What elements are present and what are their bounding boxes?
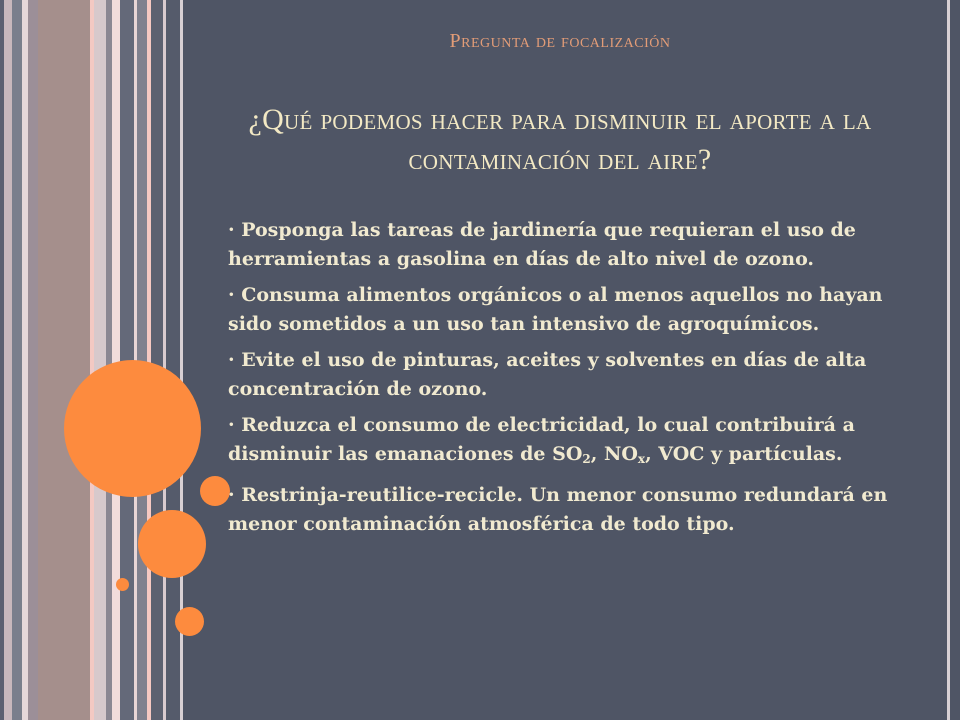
list-item: · Restrinja-reutilice-recicle. Un menor consumo redundará en menor contaminación atmosférica de todo tipo. [228,484,888,535]
decorative-stripes [0,0,190,720]
subscript-so2: 2 [582,451,591,466]
list-item: · Consuma alimentos orgánicos o al menos aquellos no hayan sido sometidos a un uso tan intensivo de agroquímicos. [228,284,883,335]
small-orange-circle [200,476,230,506]
list-item: · Posponga las tareas de jardinería que requieran el uso de herramientas a gasolina en días de alto nivel de ozono. [228,219,856,270]
slide-body [228,216,908,546]
small-orange-circle-bottom [175,607,204,636]
slide-subtitle: Pregunta de focalización [449,30,671,52]
slide-title: ¿Qué podemos hacer para disminuir el aporte a la contaminación del aire? [248,103,872,176]
right-border-line [947,0,950,720]
list-item: · Evite el uso de pinturas, aceites y solventes en días de alta concentración de ozono. [228,349,867,400]
tiny-orange-dot [116,578,129,591]
list-item-electricity: · Reduzca el consumo de electricidad, lo cual contribuirá a disminuir las emanaciones de $SO_2$, $NO_x$, VOC y partículas. [228,414,855,466]
subscript-nox: x [637,451,646,466]
large-orange-circle [64,360,201,497]
medium-orange-circle [138,510,206,578]
